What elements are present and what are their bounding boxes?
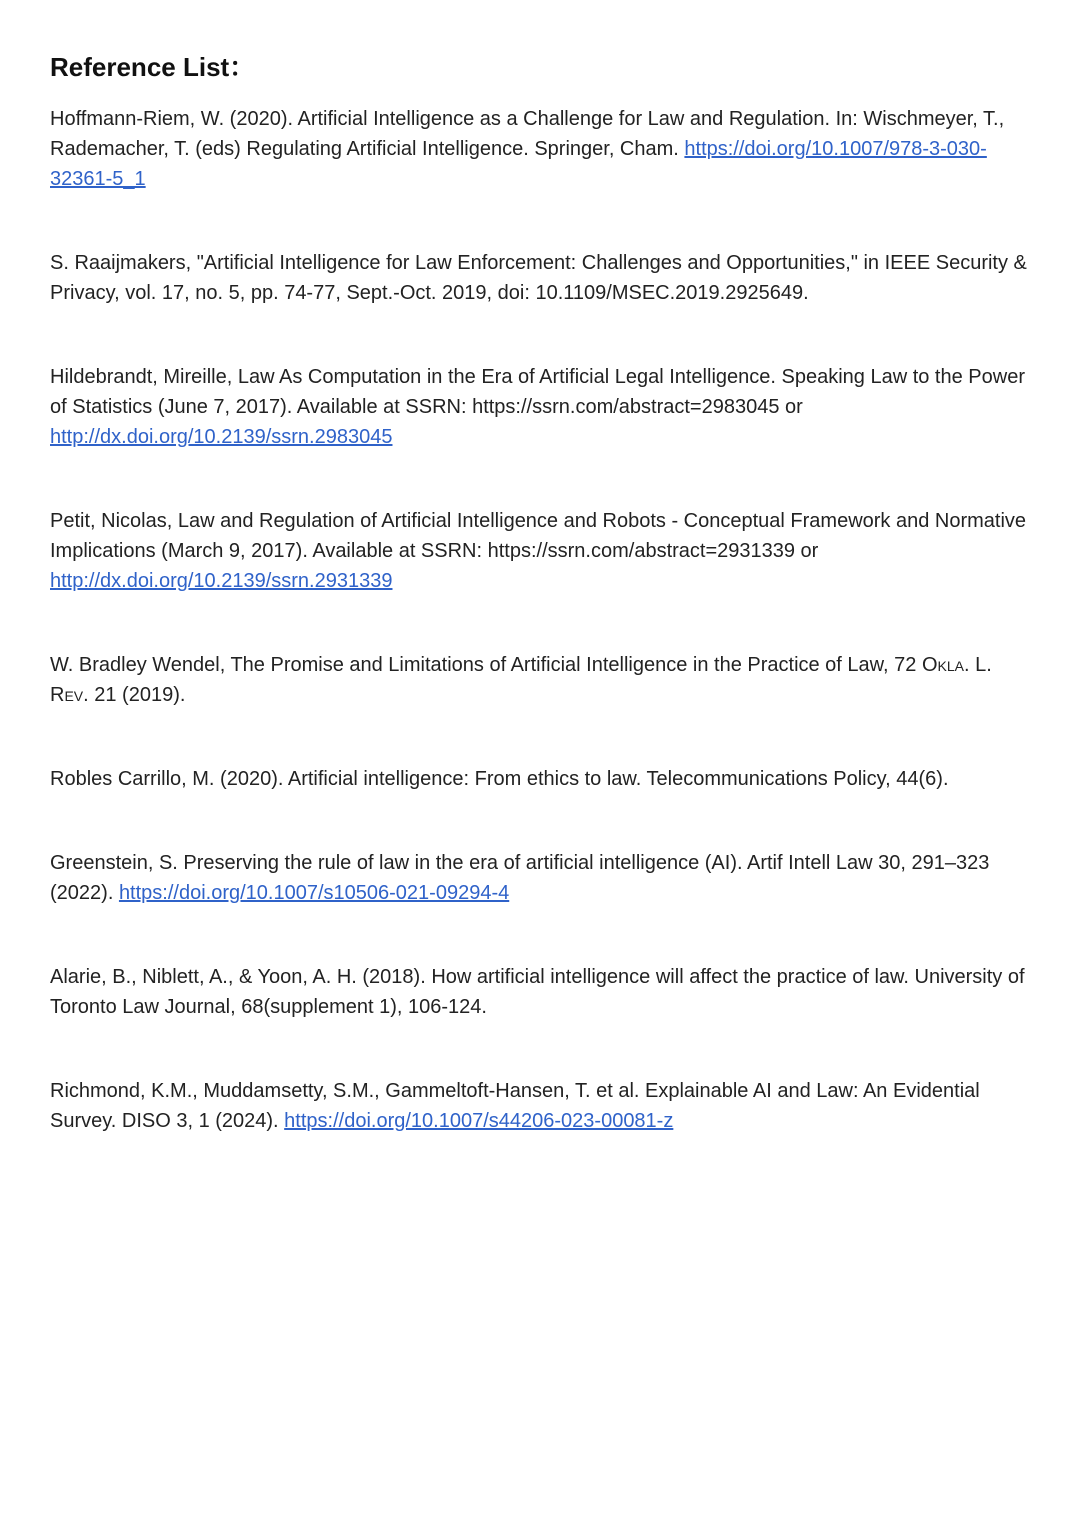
reference-item-9	[50, 1076, 1029, 1136]
reference-link[interactable]: http://dx.doi.org/10.2139/ssrn.2931339	[50, 570, 393, 592]
reference-list	[50, 104, 1029, 1136]
reference-list-heading: Reference List：	[50, 52, 256, 82]
reference-text: Alarie, B., Niblett, A., & Yoon, A. H. (2018). How artificial intelligence will affect the practice of law. University of Toronto Law Journal, 68(supplement 1), 106-124.	[50, 966, 1025, 1018]
reference-item-2	[50, 248, 1029, 308]
reference-text: Petit, Nicolas, Law and Regulation of Artificial Intelligence and Robots - Conceptual Framework and Normative Implications (March 9, 2017). Available at SSRN: https://ssrn.com/abstract=2931339 or	[50, 510, 1027, 562]
reference-text: Richmond, K.M., Muddamsetty, S.M., Gammeltoft-Hansen, T. et al. Explainable AI and Law: An Evidential Survey. DISO 3, 1 (2024).	[50, 1080, 980, 1132]
reference-text: Greenstein, S. Preserving the rule of law in the era of artificial intelligence (AI). Artif Intell Law 30, 291–323 (2022).	[50, 852, 990, 904]
reference-text: Hoffmann-Riem, W. (2020). Artificial Intelligence as a Challenge for Law and Regulation. In: Wischmeyer, T., Rademacher, T. (eds) Regulating Artificial Intelligence. Springer, Cham.	[50, 108, 1005, 160]
reference-item-8	[50, 962, 1029, 1022]
reference-item-4	[50, 506, 1029, 596]
reference-text: Robles Carrillo, M. (2020). Artificial intelligence: From ethics to law. Telecommunications Policy, 44(6).	[50, 768, 949, 790]
reference-text-after: 21 (2019).	[88, 684, 186, 706]
journal-abbreviation: Okla. L. Rev.	[50, 654, 992, 706]
reference-text: W. Bradley Wendel, The Promise and Limitations of Artificial Intelligence in the Practice of Law, 72	[50, 654, 922, 676]
reference-text: Hildebrandt, Mireille, Law As Computation in the Era of Artificial Legal Intelligence. Speaking Law to the Power of Statistics (June 7, 2017). Available at SSRN: https://ssrn.com/abstract=2983045 or	[50, 366, 1025, 418]
reference-link[interactable]: http://dx.doi.org/10.2139/ssrn.2983045	[50, 426, 393, 448]
reference-link[interactable]: https://doi.org/10.1007/s44206-023-00081-z	[284, 1110, 674, 1132]
reference-item-1	[50, 104, 1029, 194]
reference-item-3	[50, 362, 1029, 452]
reference-item-6	[50, 764, 1029, 794]
reference-link[interactable]: https://doi.org/10.1007/s10506-021-09294-4	[118, 882, 510, 904]
reference-link[interactable]: https://doi.org/10.1007/978-3-030-32361-5_1	[50, 138, 987, 190]
reference-item-5	[50, 650, 1029, 710]
reference-text: S. Raaijmakers, "Artificial Intelligence for Law Enforcement: Challenges and Opportunities," in IEEE Security & Privacy, vol. 17, no. 5, pp. 74-77, Sept.-Oct. 2019, doi: 10.1109/MSEC.2019.2925649.	[50, 252, 1027, 304]
reference-item-7	[50, 848, 1029, 908]
